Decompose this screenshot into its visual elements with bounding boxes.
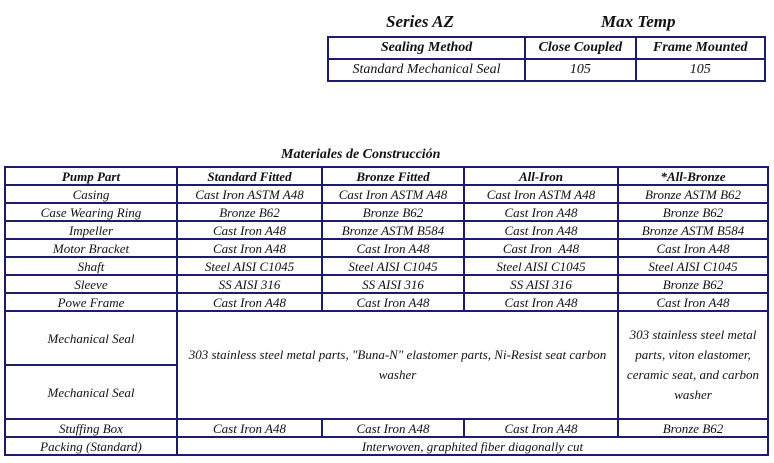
table-cell: SS AISI 316 — [464, 275, 618, 293]
temp-cell-close-coupled: 105 — [525, 59, 636, 81]
table-cell: Steel AISI C1045 — [618, 257, 768, 275]
part-name: Stuffing Box — [5, 419, 177, 437]
table-cell: Steel AISI C1045 — [464, 257, 618, 275]
table-cell: Cast Iron A48 — [177, 419, 322, 437]
materials-table — [4, 166, 769, 456]
table-row — [5, 419, 768, 437]
max-temp-table — [327, 36, 766, 82]
table-cell: Cast Iron A48 — [464, 203, 618, 221]
table-cell: Cast Iron A48 — [322, 419, 464, 437]
materials-caption: Materiales de Construcción — [281, 147, 441, 162]
table-cell: Cast Iron A48 — [322, 293, 464, 311]
series-title: Series AZ — [386, 12, 454, 31]
table-row — [5, 257, 768, 275]
table-cell: Bronze ASTM B584 — [322, 221, 464, 239]
table-cell: Cast Iron A48 — [618, 293, 768, 311]
table-cell: Cast Iron ASTM A48 — [464, 185, 618, 203]
temp-header-close-coupled: Close Coupled — [525, 37, 636, 59]
header-standard-fitted: Standard Fitted — [177, 167, 322, 185]
part-name: Shaft — [5, 257, 177, 275]
table-cell: Cast Iron A48 — [464, 419, 618, 437]
temp-cell-seal: Standard Mechanical Seal — [328, 59, 525, 81]
table-row — [5, 185, 768, 203]
table-cell: Bronze B62 — [618, 203, 768, 221]
part-name-packing: Packing (Standard) — [5, 437, 177, 455]
part-name: Casing — [5, 185, 177, 203]
part-name-mechanical-seal: Mechanical Seal — [5, 365, 177, 419]
table-cell: Cast Iron A48 — [618, 239, 768, 257]
table-cell: Cast Iron A48 — [177, 293, 322, 311]
table-cell: Cast Iron A48 — [322, 239, 464, 257]
table-cell: Bronze ASTM B62 — [618, 185, 768, 203]
header-bronze-fitted: Bronze Fitted — [322, 167, 464, 185]
part-name: Powe Frame — [5, 293, 177, 311]
temp-table-row — [328, 59, 765, 81]
part-name: Sleeve — [5, 275, 177, 293]
table-cell: Cast Iron A48 — [177, 239, 322, 257]
table-cell: Cast Iron A48 — [464, 293, 618, 311]
table-cell: SS AISI 316 — [177, 275, 322, 293]
mechanical-seal-standard-desc: 303 stainless steel metal parts, "Buna-N" elastomer parts, Ni-Resist seat carbon washer — [177, 311, 618, 419]
temp-header-sealing-method: Sealing Method — [328, 37, 525, 59]
table-cell: Steel AISI C1045 — [177, 257, 322, 275]
part-name: Impeller — [5, 221, 177, 239]
temp-header-frame-mounted: Frame Mounted — [636, 37, 765, 59]
table-cell: Cast Iron ASTM A48 — [177, 185, 322, 203]
table-cell: Cast Iron A48 — [177, 221, 322, 239]
mechanical-seal-row — [5, 311, 768, 365]
table-cell: Steel AISI C1045 — [322, 257, 464, 275]
header-all-iron: All-Iron — [464, 167, 618, 185]
table-row — [5, 239, 768, 257]
table-row — [5, 203, 768, 221]
part-name: Case Wearing Ring — [5, 203, 177, 221]
table-cell: Cast Iron A48 — [464, 239, 618, 257]
mechanical-seal-bronze-desc: 303 stainless steel metal parts, viton elastomer, ceramic seat, and carbon washer — [618, 311, 768, 419]
table-cell: Cast Iron ASTM A48 — [322, 185, 464, 203]
part-name: Motor Bracket — [5, 239, 177, 257]
temp-cell-frame-mounted: 105 — [636, 59, 765, 81]
header-all-bronze: *All-Bronze — [618, 167, 768, 185]
packing-row — [5, 437, 768, 455]
table-cell: Bronze B62 — [618, 419, 768, 437]
table-cell: Cast Iron A48 — [464, 221, 618, 239]
part-name-mechanical-seal: Mechanical Seal — [5, 311, 177, 365]
packing-value: Interwoven, graphited fiber diagonally cut — [177, 437, 768, 455]
temp-table-header-row — [328, 37, 765, 59]
table-row — [5, 221, 768, 239]
table-cell: Bronze B62 — [177, 203, 322, 221]
materials-header-row — [5, 167, 768, 185]
table-cell: Bronze B62 — [618, 275, 768, 293]
table-cell: Bronze ASTM B584 — [618, 221, 768, 239]
table-cell: Bronze B62 — [322, 203, 464, 221]
max-temp-title: Max Temp — [601, 12, 676, 31]
table-row — [5, 275, 768, 293]
table-row — [5, 293, 768, 311]
header-pump-part: Pump Part — [5, 167, 177, 185]
table-cell: SS AISI 316 — [322, 275, 464, 293]
